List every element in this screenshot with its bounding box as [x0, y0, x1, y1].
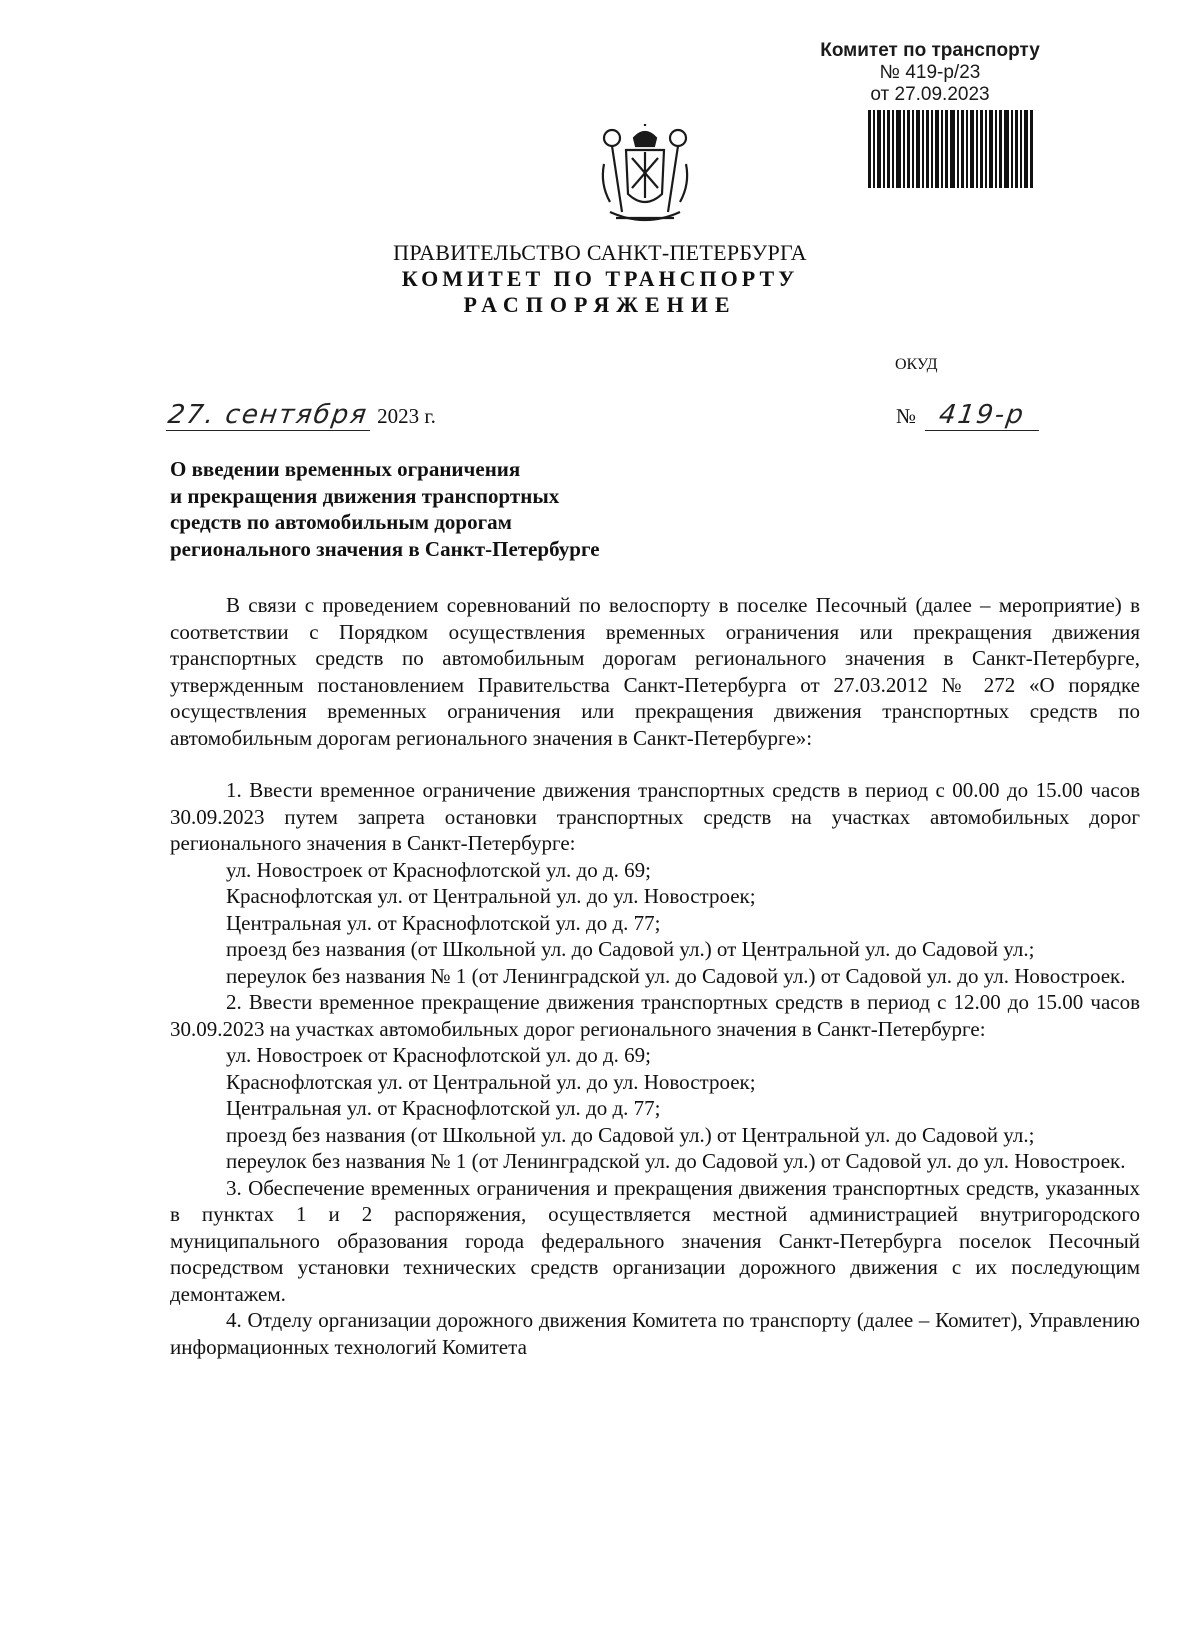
subject-line: О введении временных ограничения [170, 457, 521, 481]
list-item: переулок без названия № 1 (от Ленинградской ул. до Садовой ул.) от Садовой ул. до ул. Новостроек. [226, 963, 1126, 988]
list-item: переулок без названия № 1 (от Ленинградской ул. до Садовой ул.) от Садовой ул. до ул. Новостроек. [226, 1149, 1126, 1173]
government-name: ПРАВИТЕЛЬСТВО САНКТ-ПЕТЕРБУРГА [393, 240, 807, 265]
handwritten-number: 419-р [925, 400, 1043, 431]
list-item: Краснофлотская ул. от Центральной ул. до ул. Новостроек; [226, 1069, 756, 1094]
paragraph-2: 2. Ввести временное прекращение движения транспортных средств в период с 12.00 до 15.00 часов 30.09.2023 на участках автомобильных дорог регионального значения в Санкт-Петербурге: [170, 990, 1140, 1041]
list-item: проезд без названия (от Школьной ул. до Садовой ул.) от Центральной ул. до Садовой ул.; [226, 937, 1035, 961]
intro-paragraph: В связи с проведением соревнований по велоспорту в поселке Песочный (далее – мероприятие) в соответствии с Порядком осуществления временных ограничения или прекращения движения транспортных средств по автомобильным дорогам регионального значения в Санкт-Петербурге, утвержденным постановлением Правительства Санкт-Петербурга от 27.03.2012 № 272 «О порядке осуществления временных ограничения или прекращения движения транспортных средств по автомобильным дорогам регионального значения в Санкт-Петербурге»: [170, 593, 1140, 750]
list-item: Центральная ул. от Краснофлотской ул. до д. 77; [226, 1096, 661, 1120]
stamp-number: № 419-р/23 [879, 62, 981, 83]
number-prefix: № [896, 404, 917, 428]
list-item: ул. Новостроек от Краснофлотской ул. до д. 69; [226, 1043, 652, 1067]
paragraph-1: 1. Ввести временное ограничение движения транспортных средств в период с 00.00 до 15.00 часов 30.09.2023 путем запрета остановки транспортных средств на участках автомобильных дорог регионального значения в Санкт-Петербурге: [170, 778, 1140, 855]
list-item: проезд без названия (от Школьной ул. до Садовой ул.) от Центральной ул. до Садовой ул.; [226, 1122, 1035, 1147]
document-body [170, 592, 1140, 1360]
coat-of-arms-icon [596, 124, 694, 228]
subject-line: средств по автомобильным дорогам [170, 510, 512, 534]
document-header [300, 240, 900, 318]
registration-stamp [800, 40, 1060, 106]
paragraph-3: 3. Обеспечение временных ограничения и прекращения движения транспортных средств, указанных в пунктах 1 и 2 распоряжения, осуществляется местной администрацией внутригородского муниципального образования города федерального значения Санкт-Петербурга поселок Песочный посредством установки технических средств организации дорожного движения с их последующим демонтажем. [170, 1175, 1140, 1306]
committee-name: КОМИТЕТ ПО ТРАНСПОРТУ [401, 266, 799, 291]
stamp-date: от 27.09.2023 [870, 84, 990, 105]
okud-label: ОКУД [895, 356, 938, 373]
document-type: РАСПОРЯЖЕНИЕ [463, 292, 737, 317]
subject-line: и прекращения движения транспортных [170, 483, 560, 508]
document-subject [170, 456, 730, 562]
date-year: 2023 г. [377, 404, 436, 428]
document-date [165, 400, 436, 431]
list-item: Краснофлотская ул. от Центральной ул. до ул. Новостроек; [226, 884, 756, 908]
document-number [896, 400, 1041, 431]
list-item: Центральная ул. от Краснофлотской ул. до д. 77; [226, 910, 661, 935]
paragraph-4: 4. Отделу организации дорожного движения Комитета по транспорту (далее – Комитет), Управлению информационных технологий Комитета [170, 1308, 1140, 1359]
stamp-committee: Комитет по транспорту [820, 40, 1040, 61]
handwritten-date: 27. сентября [166, 400, 374, 431]
barcode-icon [868, 110, 1034, 188]
subject-line: регионального значения в Санкт-Петербурге [170, 536, 600, 561]
list-item: ул. Новостроек от Краснофлотской ул. до д. 69; [226, 857, 652, 882]
